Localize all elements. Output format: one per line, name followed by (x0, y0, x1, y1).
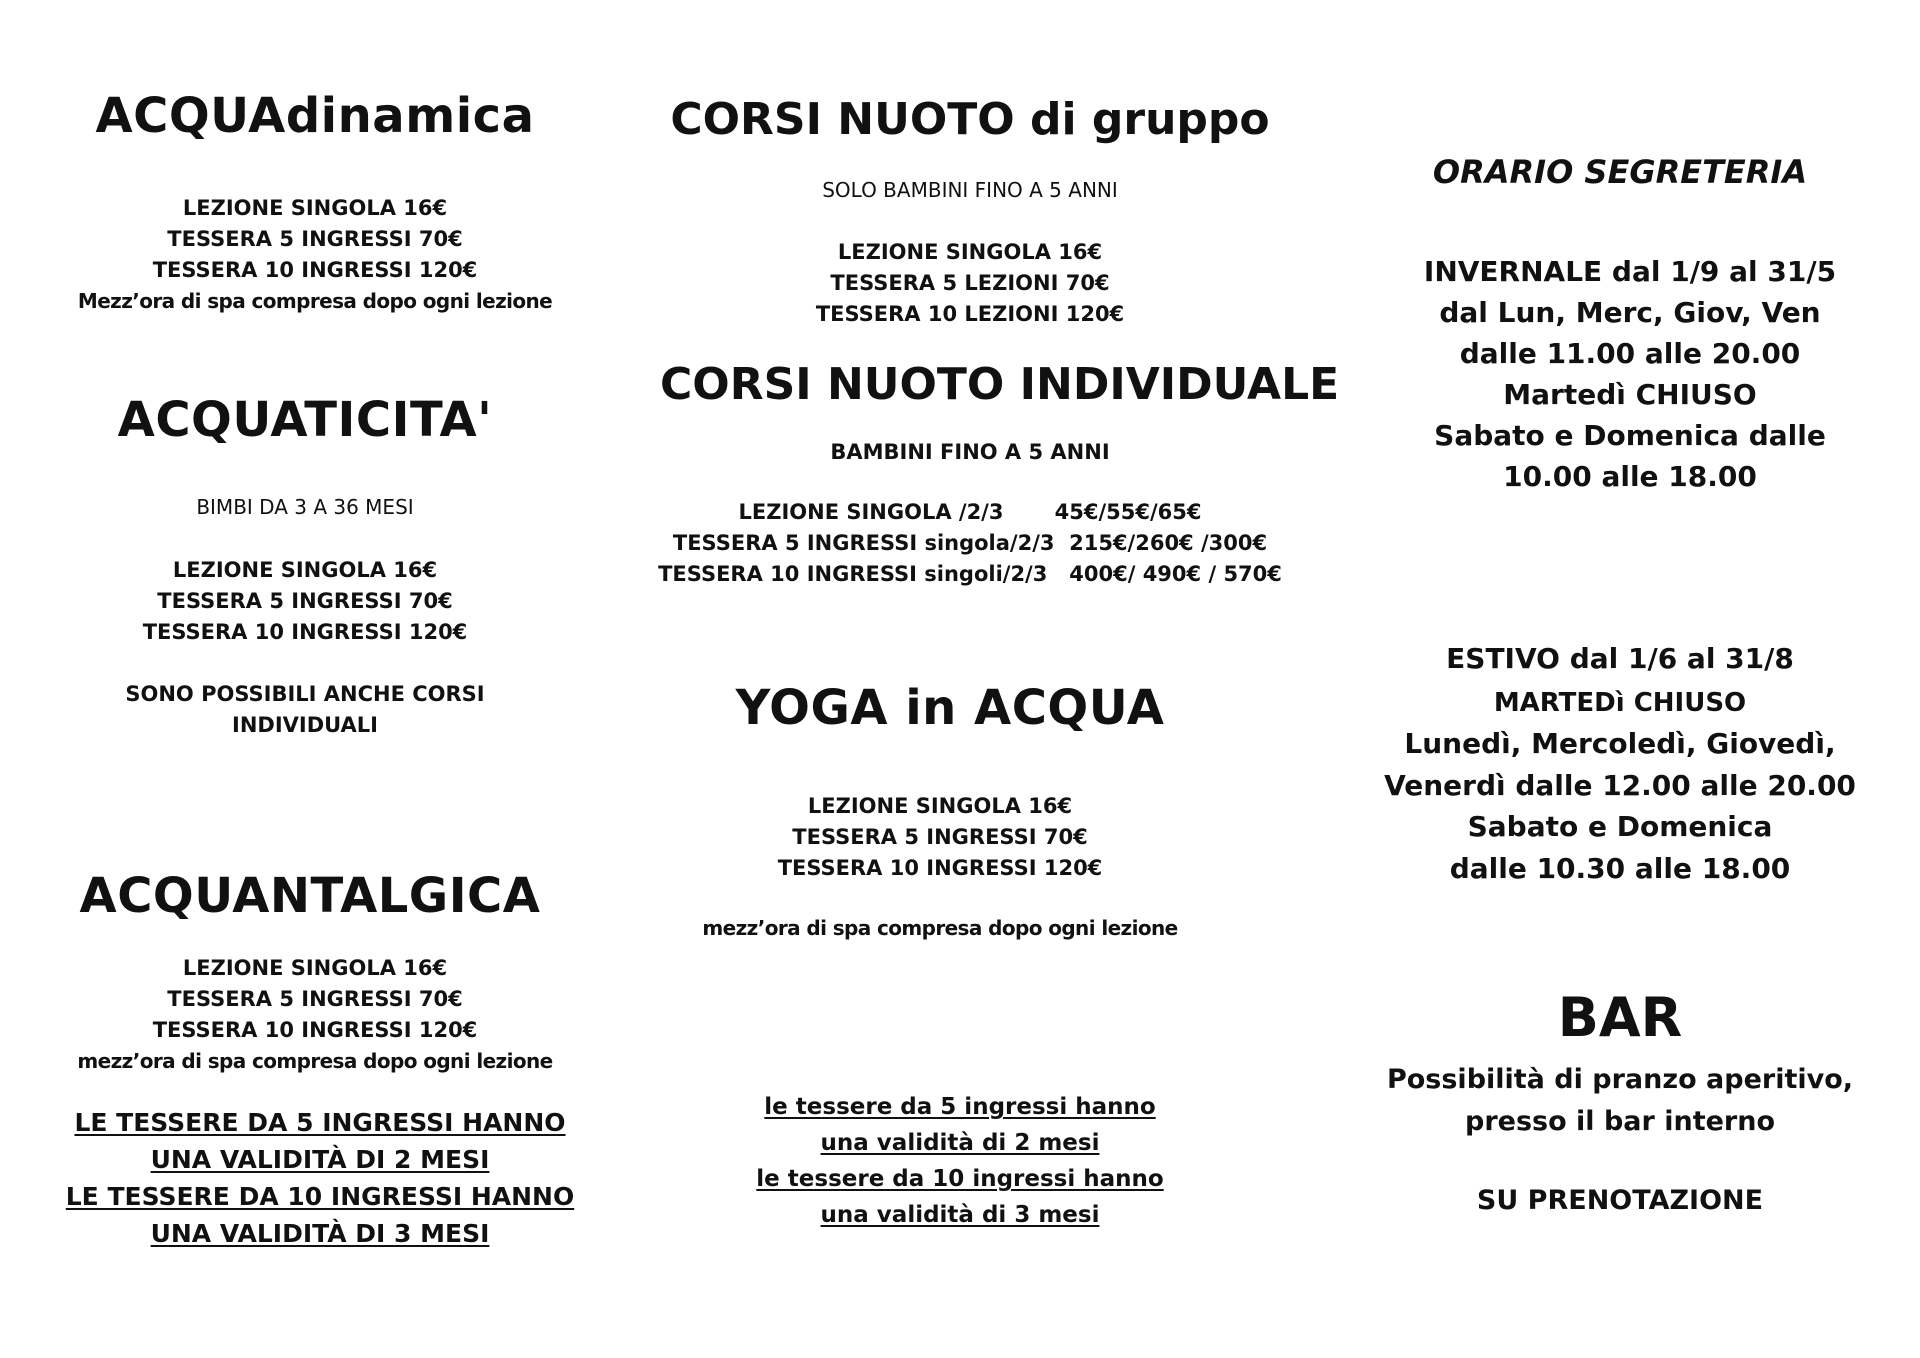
invernale-line: Sabato e Domenica dalle (1434, 419, 1826, 452)
estivo-title: ESTIVO dal 1/6 al 31/8 (1446, 642, 1794, 675)
price-line: TESSERA 5 INGRESSI 70€ (167, 227, 463, 251)
yoga-spa-note: mezz’ora di spa compresa dopo ogni lezione (702, 916, 1178, 940)
validity-line: UNA VALIDITÀ DI 3 MESI (150, 1219, 490, 1248)
orario-estivo (1330, 723, 1910, 889)
invernale-line: INVERNALE dal 1/9 al 31/5 (1423, 255, 1837, 288)
price-line: TESSERA 5 INGRESSI singola/2/3 215€/260€ /300€ (672, 531, 1268, 555)
extra-line: SONO POSSIBILI ANCHE CORSI (125, 682, 485, 706)
spa-note: Mezz’ora di spa compresa dopo ogni lezione (77, 289, 553, 313)
acquadinamica-title: ACQUAdinamica (95, 88, 535, 144)
price-line: TESSERA 10 INGRESSI 120€ (152, 1018, 478, 1042)
acquadinamica-prices (0, 193, 630, 317)
price-line: LEZIONE SINGOLA 16€ (172, 558, 438, 582)
price-line: TESSERA 10 INGRESSI 120€ (152, 258, 478, 282)
bar-line: presso il bar interno (1465, 1106, 1775, 1137)
bar-booking: SU PRENOTAZIONE (1476, 1185, 1764, 1216)
price-line: LEZIONE SINGOLA 16€ (182, 196, 448, 220)
corsi-individuale-prices (650, 497, 1290, 590)
orario-invernale (1340, 251, 1920, 497)
acquantalgica-prices (0, 953, 630, 1077)
acquaticita-extra (0, 679, 610, 741)
corsi-gruppo-subtitle: SOLO BAMBINI FINO A 5 ANNI (822, 178, 1118, 202)
price-line: TESSERA 10 INGRESSI 120€ (777, 856, 1103, 880)
invernale-line: dal Lun, Merc, Giov, Ven (1439, 296, 1821, 329)
acquaticita-prices (0, 555, 610, 648)
price-line: LEZIONE SINGOLA /2/3 45€/55€/65€ (738, 500, 1202, 524)
acquantalgica-title: ACQUANTALGICA (79, 868, 541, 924)
corsi-individuale-title: CORSI NUOTO INDIVIDUALE (660, 359, 1340, 410)
price-line: TESSERA 5 INGRESSI 70€ (792, 825, 1088, 849)
invernale-line: Martedì CHIUSO (1503, 378, 1757, 411)
center-validity (640, 1089, 1280, 1233)
validity-line: le tessere da 10 ingressi hanno (756, 1166, 1164, 1192)
bar-info (1320, 1059, 1920, 1143)
estivo-line: Sabato e Domenica (1467, 810, 1773, 843)
bar-line: Possibilità di pranzo aperitivo, (1386, 1064, 1854, 1095)
extra-line: INDIVIDUALI (232, 713, 378, 737)
estivo-line: Lunedì, Mercoledì, Giovedì, (1404, 727, 1836, 760)
acquaticita-subtitle: BIMBI DA 3 A 36 MESI (196, 495, 414, 519)
yoga-title: YOGA in ACQUA (735, 680, 1165, 736)
validity-line: UNA VALIDITÀ DI 2 MESI (150, 1145, 490, 1174)
spa-note: mezz’ora di spa compresa dopo ogni lezione (77, 1049, 553, 1073)
corsi-individuale-subtitle: BAMBINI FINO A 5 ANNI (830, 440, 1110, 464)
invernale-line: dalle 11.00 alle 20.00 (1459, 337, 1801, 370)
acquaticita-title: ACQUATICITA' (117, 392, 493, 448)
corsi-gruppo-prices (660, 237, 1280, 330)
price-line: TESSERA 5 INGRESSI 70€ (157, 589, 453, 613)
price-line: TESSERA 10 INGRESSI singoli/2/3 400€/ 490€ / 570€ (658, 562, 1282, 586)
estivo-line: dalle 10.30 alle 18.00 (1449, 851, 1791, 885)
estivo-line: Venerdì dalle 12.00 alle 20.00 (1384, 768, 1856, 802)
bar-title: BAR (1557, 986, 1683, 1049)
price-line: TESSERA 5 INGRESSI 70€ (167, 987, 463, 1011)
price-line: LEZIONE SINGOLA 16€ (837, 240, 1103, 264)
validity-line: le tessere da 5 ingressi hanno (764, 1094, 1156, 1120)
yoga-prices (640, 791, 1240, 884)
corsi-gruppo-title: CORSI NUOTO di gruppo (670, 94, 1270, 145)
orario-title: ORARIO SEGRETERIA (1432, 153, 1808, 191)
price-line: TESSERA 10 LEZIONI 120€ (815, 302, 1125, 326)
validity-line: una validità di 3 mesi (820, 1202, 1100, 1228)
price-line: TESSERA 10 INGRESSI 120€ (142, 620, 468, 644)
left-validity (0, 1104, 640, 1252)
validity-line: LE TESSERE DA 10 INGRESSI HANNO (65, 1182, 575, 1211)
price-line: LEZIONE SINGOLA 16€ (182, 956, 448, 980)
price-line: LEZIONE SINGOLA 16€ (807, 794, 1073, 818)
validity-line: una validità di 2 mesi (820, 1130, 1100, 1156)
validity-line: LE TESSERE DA 5 INGRESSI HANNO (74, 1108, 566, 1137)
estivo-closed: MARTEDì CHIUSO (1493, 688, 1747, 718)
invernale-line: 10.00 alle 18.00 (1503, 460, 1757, 493)
price-line: TESSERA 5 LEZIONI 70€ (830, 271, 1110, 295)
